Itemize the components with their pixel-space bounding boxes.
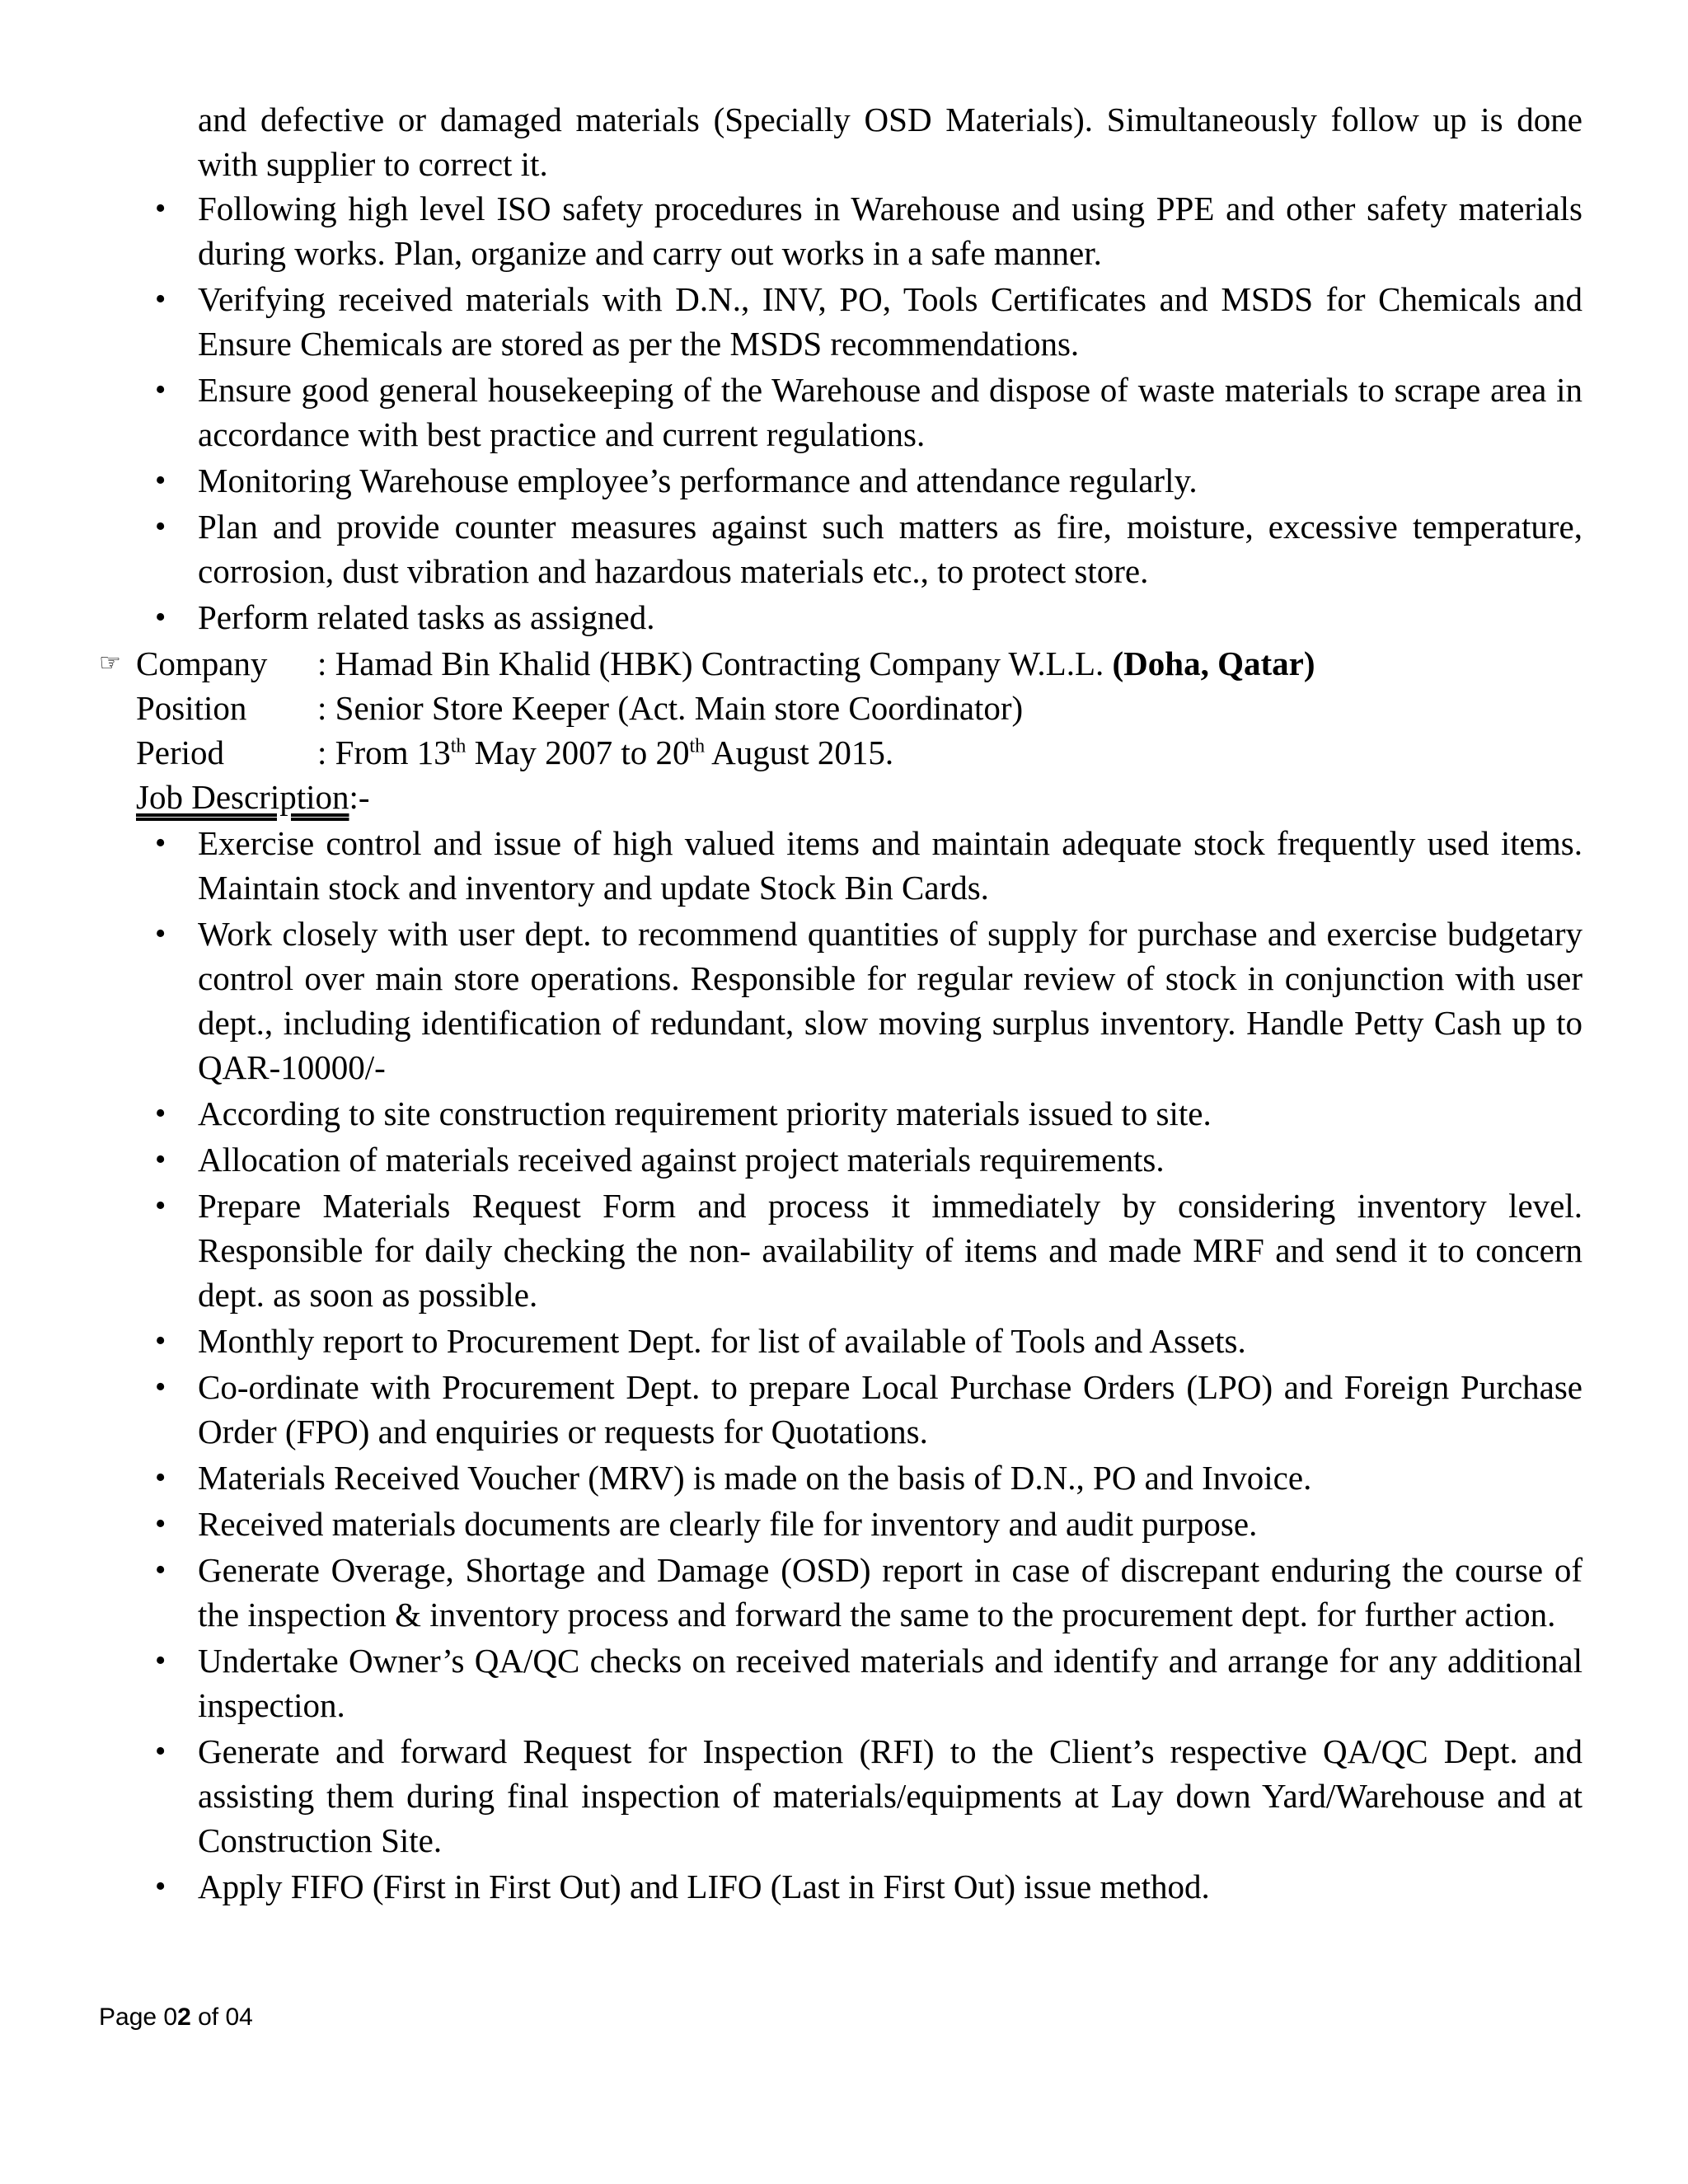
bullet-icon: • (155, 600, 166, 635)
bullet-icon: • (155, 1324, 166, 1358)
company-location: (Doha, Qatar) (1112, 644, 1315, 682)
previous-duties-list (0, 186, 1688, 640)
list-item: • Perform related tasks as assigned. (198, 595, 1582, 640)
page-label-prefix: Page 0 (99, 2004, 178, 2031)
bullet-icon: • (155, 1643, 166, 1678)
company-row (0, 641, 1688, 686)
period-value: : From 13th May 2007 to 20th August 2015. (317, 733, 894, 771)
bullet-icon: • (155, 1507, 166, 1541)
bullet-icon: • (155, 826, 166, 860)
period-label: Period (136, 733, 225, 771)
list-item: • Materials Received Voucher (MRV) is made on the basis of D.N., PO and Invoice. (198, 1455, 1582, 1500)
page-number: 2 (177, 2004, 191, 2031)
bullet-icon: • (155, 282, 166, 316)
company-value: : Hamad Bin Khalid (HBK) Contracting Company W.L.L. (Doha, Qatar) (317, 644, 1315, 682)
list-item: • According to site construction requirement priority materials issued to site. (198, 1091, 1582, 1136)
list-item: • Allocation of materials received against project materials requirements. (198, 1137, 1582, 1182)
bullet-icon: • (155, 509, 166, 544)
position-label: Position (136, 689, 247, 727)
page-content (0, 97, 1688, 1910)
list-item: • Verifying received materials with D.N., INV, PO, Tools Certificates and MSDS for Chemicals and Ensure Chemicals are stored as per the MSDS recommendations. (198, 277, 1582, 366)
list-item: • Following high level ISO safety procedures in Warehouse and using PPE and other safety materials during works. Plan, organize and carry out works in a safe manner. (198, 186, 1582, 275)
bullet-icon: • (155, 1370, 166, 1404)
bullet-icon: • (155, 463, 166, 498)
list-item: • Plan and provide counter measures against such matters as fire, moisture, excessive temperature, corrosion, dust vibration and hazardous materials etc., to protect store. (198, 504, 1582, 593)
list-item: • Received materials documents are clearly file for inventory and audit purpose. (198, 1502, 1582, 1546)
bullet-icon: • (155, 916, 166, 951)
bullet-icon: • (155, 373, 166, 407)
list-item: • Undertake Owner’s QA/QC checks on received materials and identify and arrange for any additional inspection. (198, 1638, 1582, 1727)
bullet-icon: • (155, 1869, 166, 1904)
list-item: • Exercise control and issue of high valued items and maintain adequate stock frequently used items. Maintain stock and inventory and update Stock Bin Cards. (198, 821, 1582, 910)
job-description-heading: Job Description:- (136, 778, 370, 816)
job-duties-list (0, 821, 1688, 1909)
bullet-icon: • (155, 1734, 166, 1769)
list-item: • Co-ordinate with Procurement Dept. to prepare Local Purchase Orders (LPO) and Foreign Purchase Order (FPO) and enquiries or requests for Quotations. (198, 1365, 1582, 1454)
period-row (0, 730, 1688, 775)
list-item: • Apply FIFO (First in First Out) and LIFO (Last in First Out) issue method. (198, 1864, 1582, 1909)
list-item: • Monthly report to Procurement Dept. for list of available of Tools and Assets. (198, 1319, 1582, 1363)
continued-paragraph: and defective or damaged materials (Specially OSD Materials). Simultaneously follow up is done with supplier to correct it. (198, 101, 1582, 183)
bullet-icon: • (155, 1142, 166, 1177)
bullet-icon: • (155, 191, 166, 226)
page-total: of 04 (190, 2004, 253, 2031)
list-item: • Work closely with user dept. to recommend quantities of supply for purchase and exercise budgetary control over main store operations. Responsible for regular review of stock in conjunction with user dept., including identification of redundant, slow moving surplus inventory. Handle Petty Cash up to QAR-10000/- (198, 912, 1582, 1090)
bullet-icon: • (155, 1188, 166, 1223)
list-item: • Ensure good general housekeeping of the Warehouse and dispose of waste materials to scrape area in accordance with best practice and current regulations. (198, 368, 1582, 457)
bullet-icon: • (155, 1096, 166, 1131)
pointing-hand-icon: ☞ (99, 649, 121, 677)
bullet-icon: • (155, 1460, 166, 1495)
company-label: Company (136, 644, 268, 682)
position-value: : Senior Store Keeper (Act. Main store Coordinator) (317, 689, 1024, 727)
list-item: • Generate Overage, Shortage and Damage (OSD) report in case of discrepant enduring the course of the inspection & inventory process and forward the same to the procurement dept. for further action. (198, 1548, 1582, 1637)
page-footer (99, 2003, 253, 2032)
employment-entry (0, 641, 1688, 819)
list-item: • Prepare Materials Request Form and process it immediately by considering inventory level. Responsible for daily checking the non- availability of items and made MRF and send it to concern dept. as soon as possible. (198, 1183, 1582, 1317)
position-row (0, 686, 1688, 730)
bullet-icon: • (155, 1553, 166, 1587)
list-item: • Monitoring Warehouse employee’s performance and attendance regularly. (198, 458, 1582, 503)
list-item: • Generate and forward Request for Inspection (RFI) to the Client’s respective QA/QC Dept. and assisting them during final inspection of materials/equipments at Lay down Yard/Warehouse and at Construction Site. (198, 1729, 1582, 1863)
